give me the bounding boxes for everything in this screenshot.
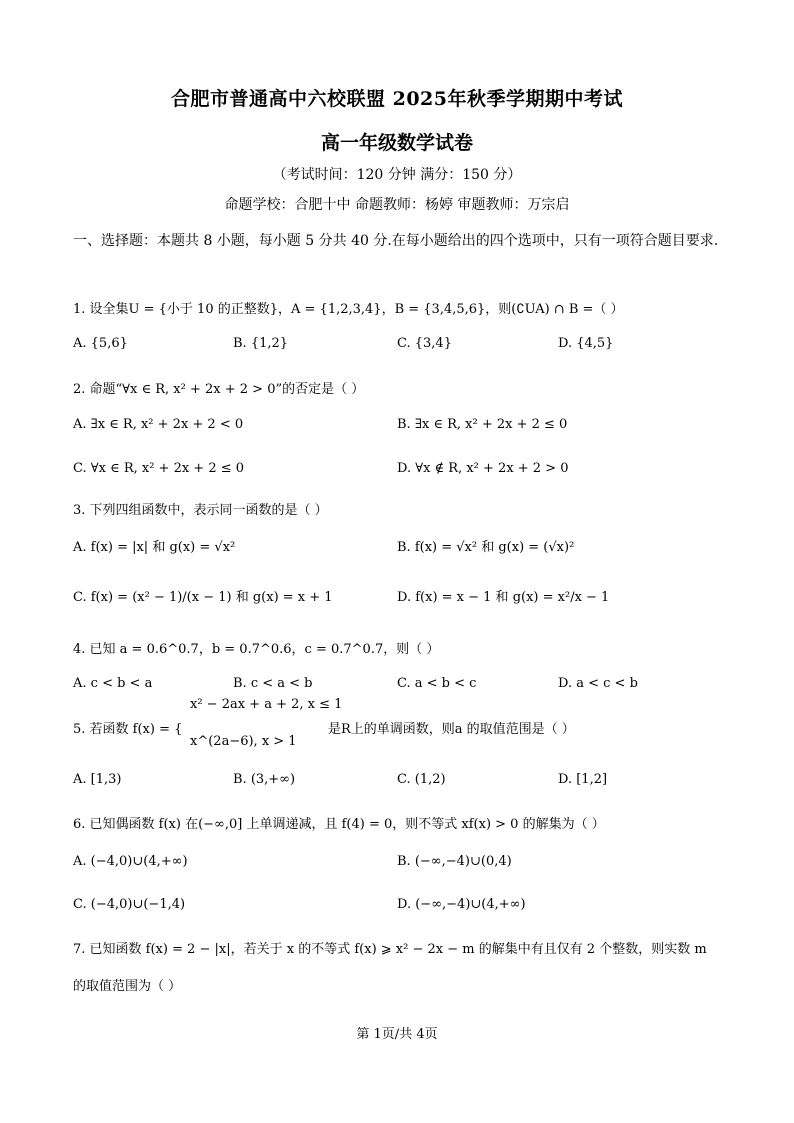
question-5-option-b: B. (3,+∞)	[233, 772, 296, 787]
section-heading: 一、选择题：本题共 8 小题，每小题 5 分共 40 分.在每小题给出的四个选项中，只有一项符合题目要求.	[73, 233, 719, 249]
question-4-option-b: B. c < a < b	[233, 676, 313, 691]
page-footer: 第 1页/共 4页	[356, 1027, 438, 1042]
question-6-option-b: B. (−∞,−4)∪(0,4)	[397, 854, 512, 869]
question-5-stem-prefix: 5. 若函数 f(x) = {	[73, 722, 183, 737]
question-6-stem: 6. 已知偶函数 f(x) 在(−∞,0] 上单调递减，且 f(4) = 0，则不等式 xf(x) > 0 的解集为（ ）	[73, 817, 605, 832]
question-5-piece-2: x^(2a−6), x > 1	[190, 734, 297, 749]
question-2-option-b: B. ∃x ∈ R, x² + 2x + 2 ≤ 0	[397, 417, 568, 432]
question-4-option-c: C. a < b < c	[397, 676, 477, 691]
question-1-option-c: C. {3,4}	[397, 336, 452, 351]
question-5-option-c: C. (1,2)	[397, 772, 446, 787]
question-1-option-d: D. {4,5}	[558, 336, 614, 351]
question-5-option-d: D. [1,2]	[558, 772, 608, 787]
question-2-option-d: D. ∀x ∉ R, x² + 2x + 2 > 0	[397, 461, 569, 476]
question-4-stem: 4. 已知 a = 0.6^0.7，b = 0.7^0.6，c = 0.7^0.7，则（ ）	[73, 642, 440, 657]
question-3-stem: 3. 下列四组函数中，表示同一函数的是（ ）	[73, 503, 328, 518]
question-6-option-c: C. (−4,0)∪(−1,4)	[73, 897, 186, 912]
exam-authors: 命题学校：合肥十中 命题教师：杨婷 审题教师：万宗启	[224, 197, 570, 213]
question-2-option-a: A. ∃x ∈ R, x² + 2x + 2 < 0	[73, 417, 244, 432]
question-1-option-b: B. {1,2}	[233, 336, 289, 351]
question-1-option-a: A. {5,6}	[73, 336, 128, 351]
question-2-option-c: C. ∀x ∈ R, x² + 2x + 2 ≤ 0	[73, 461, 245, 476]
question-3-option-a: A. f(x) = |x| 和 g(x) = √x²	[73, 540, 236, 555]
question-6-option-a: A. (−4,0)∪(4,+∞)	[73, 854, 188, 869]
question-3-option-b: B. f(x) = √x² 和 g(x) = (√x)²	[397, 540, 575, 555]
question-3-option-c: C. f(x) = (x² − 1)/(x − 1) 和 g(x) = x + 1	[73, 590, 333, 605]
question-5-piece-1: x² − 2ax + a + 2, x ≤ 1	[190, 697, 343, 712]
question-7-stem-line-1: 7. 已知函数 f(x) = 2 − |x|，若关于 x 的不等式 f(x) ⩾ x² − 2x − m 的解集中有且仅有 2 个整数，则实数 m	[73, 942, 707, 957]
exam-info: （考试时间：120 分钟 满分：150 分）	[272, 167, 522, 183]
question-3-option-d: D. f(x) = x − 1 和 g(x) = x²/x − 1	[397, 590, 610, 605]
question-2-stem: 2. 命题“∀x ∈ R, x² + 2x + 2 > 0”的否定是（ ）	[73, 382, 365, 397]
question-5-option-a: A. [1,3)	[73, 772, 122, 787]
question-6-option-d: D. (−∞,−4)∪(4,+∞)	[397, 897, 526, 912]
exam-title: 合肥市普通高中六校联盟 2025年秋季学期期中考试	[171, 88, 623, 110]
question-4-option-a: A. c < b < a	[73, 676, 153, 691]
question-5-stem-suffix: 是R上的单调函数，则a 的取值范围是（ ）	[328, 722, 575, 737]
question-4-option-d: D. a < c < b	[558, 676, 638, 691]
exam-subtitle: 高一年级数学试卷	[320, 132, 473, 154]
question-1-stem: 1. 设全集U = {小于 10 的正整数}，A = {1,2,3,4}，B = {3,4,5,6}，则(∁UA) ∩ B =（ ）	[73, 302, 624, 317]
question-7-stem-line-2: 的取值范围为（ ）	[73, 979, 182, 994]
